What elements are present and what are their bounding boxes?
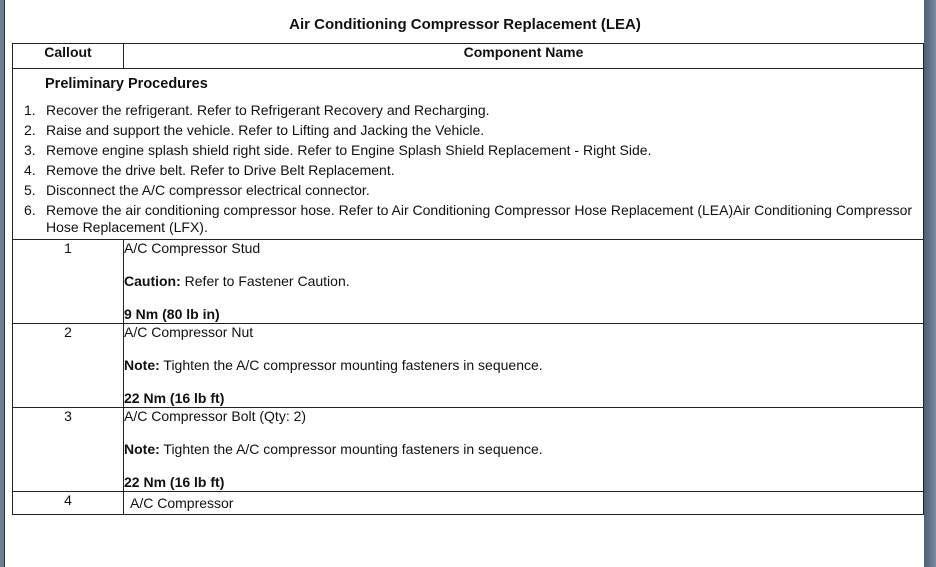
step-text: Remove engine splash shield right side. Refer to Engine Splash Shield Replacement - Right Side. (46, 142, 652, 158)
step-number: 3. (24, 142, 36, 158)
viewer-background-strip (924, 0, 936, 567)
torque-spec: 22 Nm (16 lb ft) (124, 474, 225, 490)
page-title: Air Conditioning Compressor Replacement (LEA) (289, 16, 641, 33)
note-label: Note: (124, 441, 160, 457)
table-row (13, 492, 924, 515)
table-row (13, 240, 924, 324)
step-item (24, 182, 915, 199)
table-row (13, 408, 924, 492)
component-column-header: Component Name (124, 44, 924, 69)
note-text: Tighten the A/C compressor mounting fasteners in sequence. (159, 441, 543, 457)
step-number: 2. (24, 122, 36, 138)
note-text: Refer to Fastener Caution. (180, 273, 350, 289)
procedure-table (12, 43, 924, 515)
note-label: Caution: (124, 273, 181, 289)
step-item (24, 102, 915, 119)
component-name: A/C Compressor Bolt (Qty: 2) (124, 408, 307, 424)
component-name: A/C Compressor (130, 495, 234, 511)
step-item (24, 142, 915, 159)
preliminary-steps (13, 102, 923, 236)
callout-cell: 1 (13, 240, 124, 324)
step-text: Remove the air conditioning compressor hose. Refer to Air Conditioning Compressor Hose Replacement (LEA)Air Conditioning Compressor Hose Replacement (LFX). (46, 202, 913, 235)
step-number: 6. (24, 202, 36, 218)
preliminary-title: Preliminary Procedures (45, 76, 208, 92)
note-label: Note: (124, 357, 160, 373)
note-line (124, 357, 923, 374)
callout-column-header: Callout (13, 44, 124, 69)
preliminary-row (13, 69, 924, 240)
step-text: Recover the refrigerant. Refer to Refrigerant Recovery and Recharging. (46, 102, 490, 118)
table-header-row (13, 44, 924, 69)
step-text: Remove the drive belt. Refer to Drive Belt Replacement. (46, 162, 395, 178)
step-item (24, 162, 915, 179)
note-line (124, 273, 923, 290)
table-row (13, 324, 924, 408)
callout-cell: 4 (13, 492, 124, 515)
step-item (24, 202, 915, 236)
torque-spec: 22 Nm (16 lb ft) (124, 390, 225, 406)
component-name: A/C Compressor Nut (124, 324, 254, 340)
step-number: 4. (24, 162, 36, 178)
component-cell (124, 408, 924, 492)
step-item (24, 122, 915, 139)
step-text: Disconnect the A/C compressor electrical connector. (46, 182, 370, 198)
callout-cell: 3 (13, 408, 124, 492)
callout-cell: 2 (13, 324, 124, 408)
note-text: Tighten the A/C compressor mounting fasteners in sequence. (159, 357, 543, 373)
torque-spec: 9 Nm (80 lb in) (124, 306, 220, 322)
component-cell (124, 240, 924, 324)
component-cell (124, 492, 924, 515)
document-page (4, 0, 925, 567)
preliminary-cell (13, 69, 924, 240)
step-text: Raise and support the vehicle. Refer to Lifting and Jacking the Vehicle. (46, 122, 485, 138)
step-number: 1. (24, 102, 36, 118)
step-number: 5. (24, 182, 36, 198)
component-name: A/C Compressor Stud (124, 240, 261, 256)
component-cell (124, 324, 924, 408)
note-line (124, 441, 923, 458)
